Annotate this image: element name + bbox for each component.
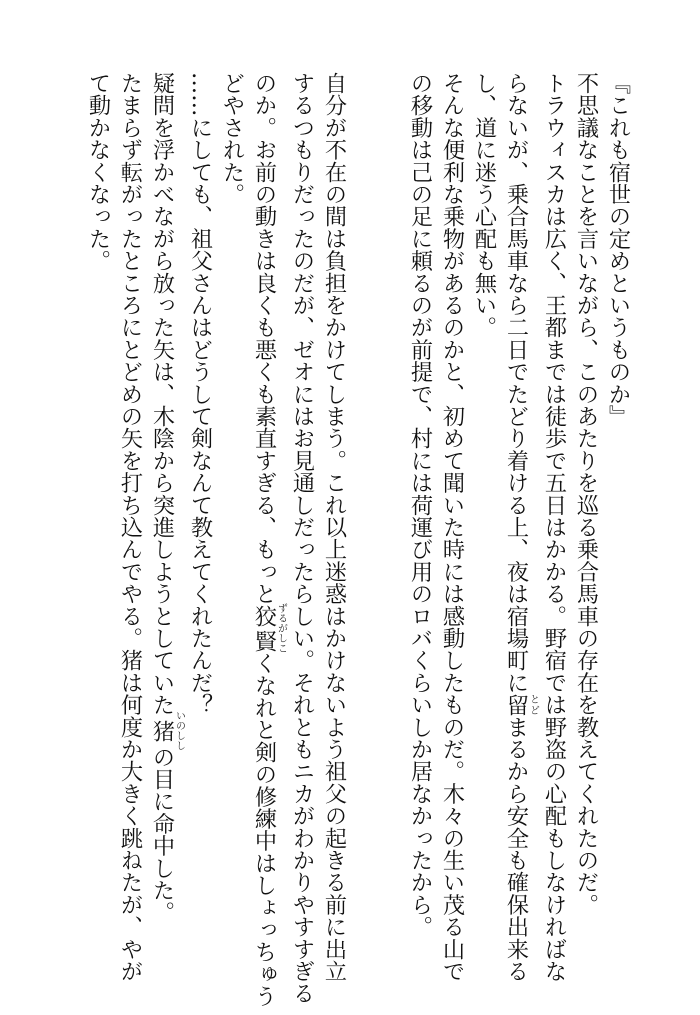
ruby-base: 留: [503, 693, 529, 716]
text-segment: のか。お前の動きは良くも悪くも素直すぎる、もっと: [251, 72, 277, 605]
text-line: ……にしても、祖父さんはどうして剣なんて教えてくれたんだ？: [187, 72, 213, 716]
text-segment: くなれと剣の修練中はしょっちゅう: [251, 652, 277, 1008]
text-segment: 疑問を浮かべながら放った矢は、木陰から突進しようとしていた: [149, 72, 175, 716]
ruby-todo: [503, 693, 539, 716]
text-line: 不思議なことを言いながら、このあたりを巡る乗合馬車の存在を教えてくれたのだ。: [573, 72, 599, 916]
text-line: するつもりだったのだが、ゼオにはお見通しだったらしい。それともニカがわかりやすすぎる: [289, 72, 315, 1005]
ruby-reading: いのしし: [173, 710, 185, 751]
text-line: トラウィスカは広く、王都までは徒歩で五日はかかる。野宿では野盗の心配もしなければな: [541, 72, 567, 983]
ruby-base: 狡賢: [251, 603, 277, 654]
text-line: どやされた。: [219, 72, 245, 206]
ruby-inoshishi: [149, 710, 185, 751]
text-line: たまらず転がったところにとどめの矢を打ち込んでやる。猪は何度か大きく跳ねたが、やが: [117, 72, 143, 983]
vertical-text-body: [82, 72, 634, 1008]
text-line: し、道に迷う心配も無い。: [471, 72, 497, 339]
ruby-base: 猪: [149, 710, 175, 751]
ruby-reading: ずるがしこ: [275, 603, 287, 654]
text-segment: まるから安全も確保出来る: [503, 715, 529, 983]
text-line: の移動は己の足に頼るのが前提で、村には荷運び用のロバくらいしか居なかったから。: [407, 72, 433, 938]
text-line: て動かなくなった。: [85, 72, 111, 272]
text-line-with-ruby: [248, 72, 287, 1008]
ruby-reading: とど: [527, 693, 539, 716]
text-segment: の目に命中した。: [149, 745, 175, 924]
text-line: 『これも宿世の定めというものか』: [605, 72, 631, 428]
paragraph-gap: [350, 72, 404, 73]
ruby-zurugashiko: [251, 603, 287, 654]
text-line: そんな便利な乗物があるのかと、初めて聞いた時には感動したものだ。木々の生い茂る山で: [439, 72, 465, 983]
text-line-with-ruby: [500, 72, 539, 983]
text-line-with-ruby: [146, 72, 184, 972]
text-line: 自分が不在の間は負担をかけてしまう。これ以上迷惑はかけないよう祖父の起きる前に出立: [321, 72, 347, 983]
text-segment: らないが、乗合馬車なら二日でたどり着ける上、夜は宿場町に: [503, 72, 529, 694]
